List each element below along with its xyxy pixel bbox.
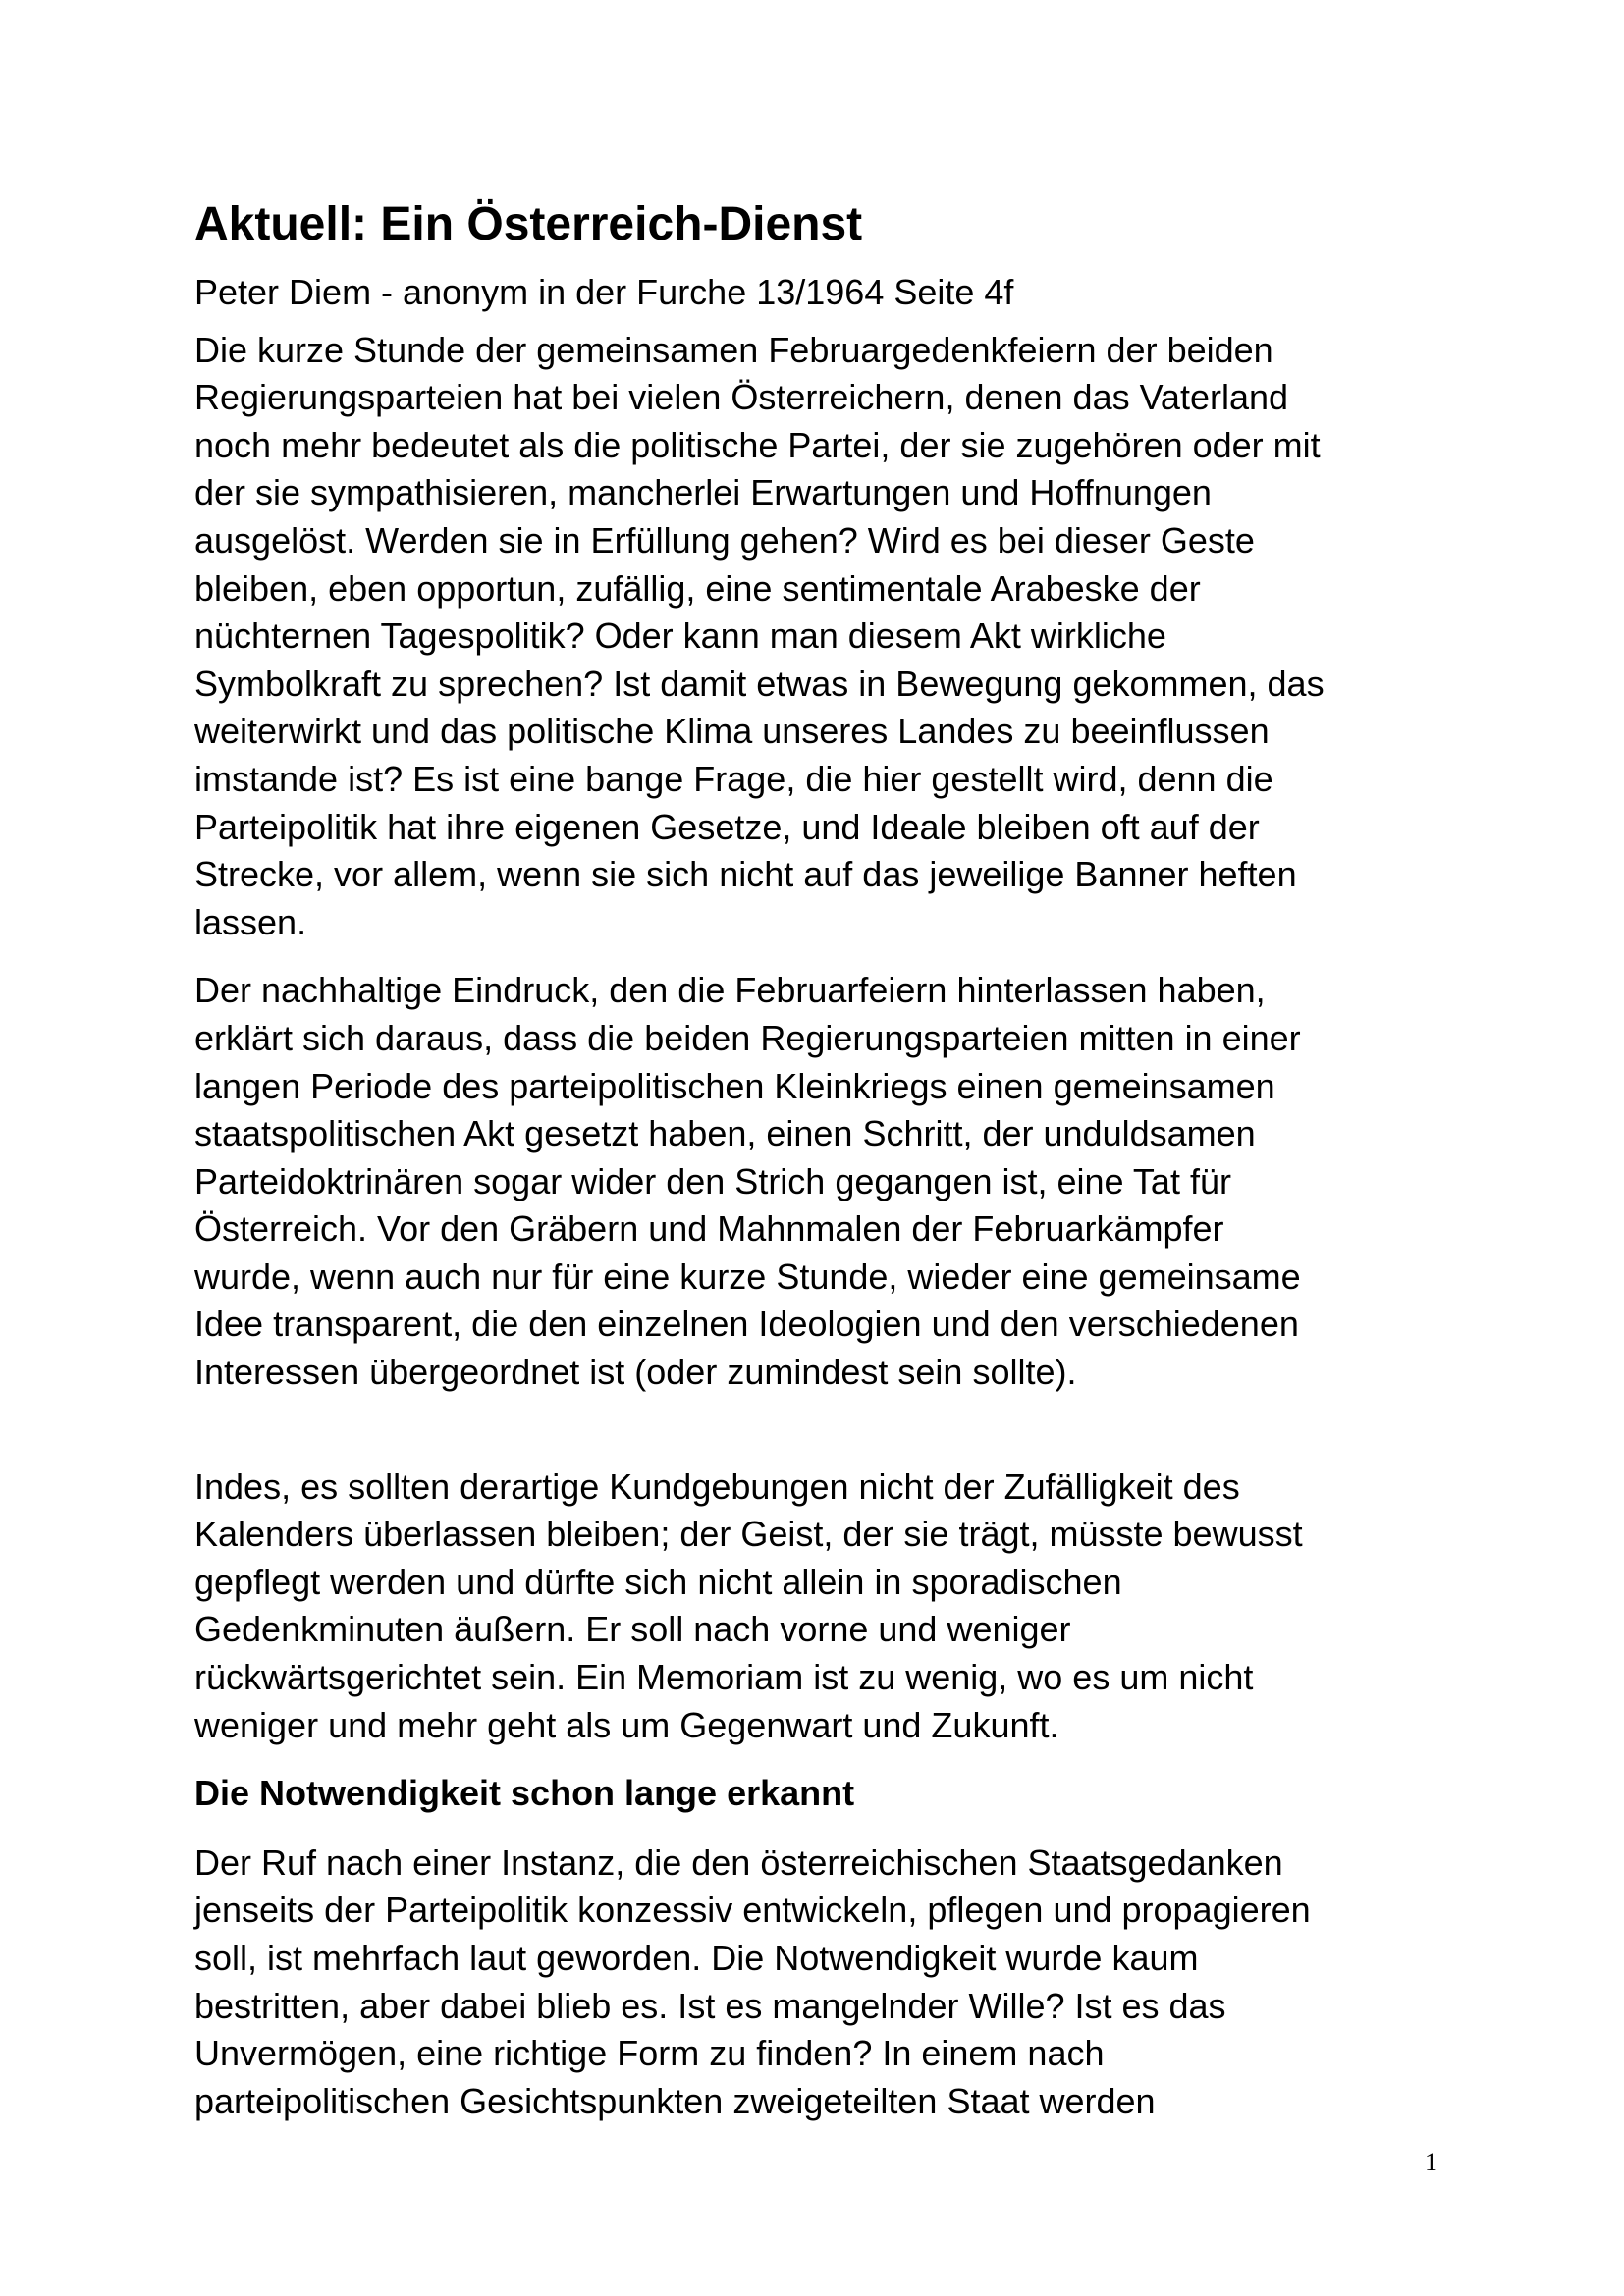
text-line: wurde, wenn auch nur für eine kurze Stunde, wieder eine gemeinsame	[194, 1255, 1301, 1297]
paragraph-2	[194, 967, 1441, 1396]
text-line: Strecke, vor allem, wenn sie sich nicht auf das jeweilige Banner heften	[194, 854, 1297, 895]
text-line: lassen.	[194, 901, 307, 942]
byline: Peter Diem - anonym in der Furche 13/1964 Seite 4f	[194, 272, 1014, 312]
text-line: Kalenders überlassen bleiben; der Geist, der sie trägt, müsste bewusst	[194, 1514, 1303, 1555]
text-line: Symbolkraft zu sprechen? Ist damit etwas in Bewegung gekommen, das	[194, 663, 1325, 704]
text-line: Gedenkminuten äußern. Er soll nach vorne und weniger	[194, 1609, 1071, 1650]
page-number: 1	[1425, 2148, 1437, 2176]
text-line: imstande ist? Es ist eine bange Frage, die hier gestellt wird, denn die	[194, 758, 1273, 799]
text-line: soll, ist mehrfach laut geworden. Die Notwendigkeit wurde kaum	[194, 1938, 1199, 1978]
paragraph-4	[194, 1840, 1441, 2126]
section-heading: Die Notwendigkeit schon lange erkannt	[194, 1773, 855, 1814]
text-line: langen Periode des parteipolitischen Kleinkriegs einen gemeinsamen	[194, 1065, 1275, 1106]
text-line: jenseits der Parteipolitik konzessiv entwickeln, pflegen und propagieren	[194, 1890, 1311, 1931]
text-line: Idee transparent, die den einzelnen Ideologien und den verschiedenen	[194, 1304, 1299, 1345]
text-line: Indes, es sollten derartige Kundgebungen nicht der Zufälligkeit des	[194, 1466, 1240, 1507]
text-line: Der nachhaltige Eindruck, den die Februarfeiern hinterlassen haben,	[194, 970, 1266, 1011]
text-line: weiterwirkt und das politische Klima unseres Landes zu beeinflussen	[194, 711, 1270, 752]
document-title: Aktuell: Ein Österreich-Dienst	[194, 198, 863, 250]
text-line: ausgelöst. Werden sie in Erfüllung gehen? Wird es bei dieser Geste	[194, 519, 1255, 561]
text-line: erklärt sich daraus, dass die beiden Regierungsparteien mitten in einer	[194, 1017, 1301, 1058]
paragraph-1	[194, 327, 1441, 947]
text-line: Unvermögen, eine richtige Form zu finden? In einem nach	[194, 2033, 1105, 2074]
text-line: Parteipolitik hat ihre eigenen Gesetze, und Ideale bleiben oft auf der	[194, 806, 1260, 847]
text-line: weniger und mehr geht als um Gegenwart und Zukunft.	[194, 1704, 1059, 1745]
text-line: gepflegt werden und dürfte sich nicht allein in sporadischen	[194, 1561, 1122, 1602]
text-line: nüchternen Tagespolitik? Oder kann man diesem Akt wirkliche	[194, 615, 1166, 657]
paragraph-3	[194, 1464, 1441, 1750]
text-line: Interessen übergeordnet ist (oder zumindest sein sollte).	[194, 1352, 1077, 1393]
text-line: parteipolitischen Gesichtspunkten zweigeteilten Staat werden	[194, 2080, 1156, 2121]
text-line: Österreich. Vor den Gräbern und Mahnmalen der Februarkämpfer	[194, 1208, 1224, 1250]
text-line: staatspolitischen Akt gesetzt haben, einen Schritt, der unduldsamen	[194, 1113, 1256, 1154]
document-page	[194, 194, 1441, 2146]
text-line: rückwärtsgerichtet sein. Ein Memoriam ist zu wenig, wo es um nicht	[194, 1657, 1254, 1698]
text-line: Die kurze Stunde der gemeinsamen Februargedenkfeiern der beiden	[194, 329, 1273, 370]
text-line: Parteidoktrinären sogar wider den Strich gegangen ist, eine Tat für	[194, 1160, 1231, 1201]
text-line: der sie sympathisieren, mancherlei Erwartungen und Hoffnungen	[194, 472, 1212, 513]
text-line: Regierungsparteien hat bei vielen Österreichern, denen das Vaterland	[194, 377, 1289, 418]
text-line: Der Ruf nach einer Instanz, die den österreichischen Staatsgedanken	[194, 1842, 1283, 1883]
text-line: bleiben, eben opportun, zufällig, eine sentimentale Arabeske der	[194, 567, 1201, 609]
text-line: bestritten, aber dabei blieb es. Ist es mangelnder Wille? Ist es das	[194, 1985, 1226, 2026]
text-line: noch mehr bedeutet als die politische Partei, der sie zugehören oder mit	[194, 424, 1321, 465]
